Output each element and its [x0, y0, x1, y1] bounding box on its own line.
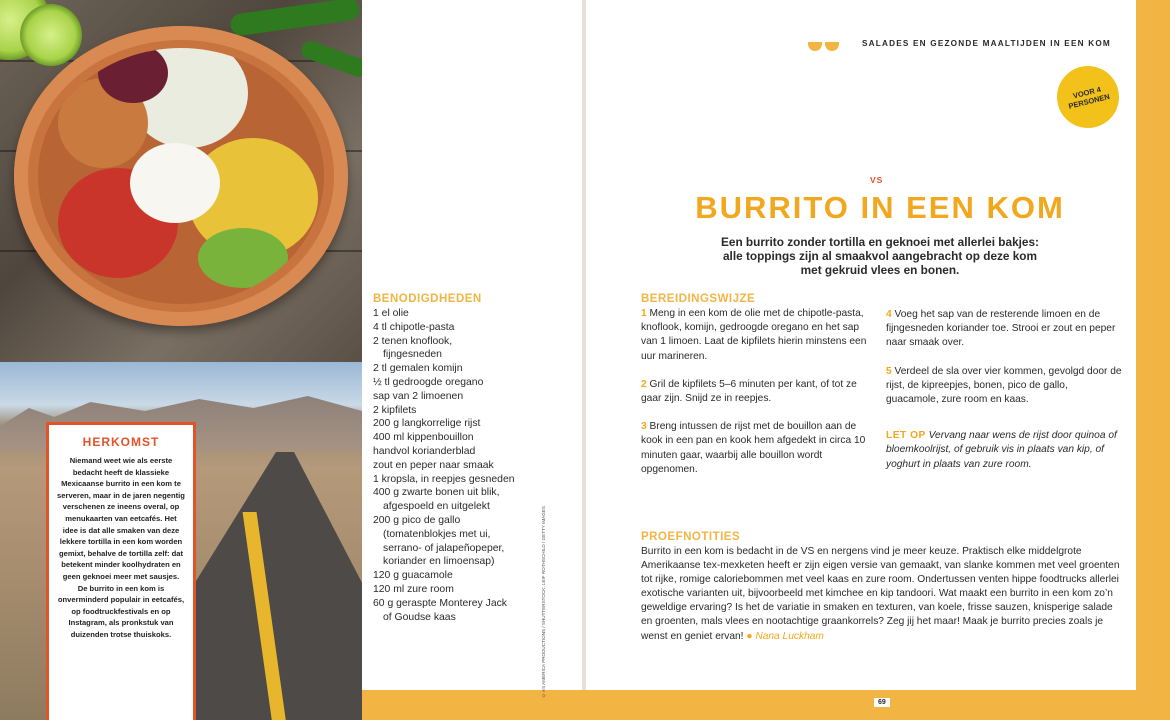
herkomst-title: HERKOMST [82, 435, 160, 449]
step-text: Breng intussen de rijst met de bouillon aan de kook in een pan en kook hem afgedekt in circa 10 minuten gaar, waarbij alle bouillon wordt opgenomen. [641, 421, 866, 475]
tip [886, 429, 1122, 472]
step-number: 1 [641, 308, 647, 319]
sour-cream [130, 143, 220, 223]
ingredient-item: (tomatenblokjes met ui, [383, 528, 491, 540]
method-column-right [886, 308, 1122, 486]
serves-badge: VOOR 4 PERSONEN [1050, 59, 1125, 134]
green-pepper [229, 0, 361, 37]
ingredient-item: 1 kropsla, in reepjes gesneden [373, 473, 515, 485]
photo-credit: © AS AMERICA PRODUCTIONS / SHUTTERSTOCK; LEIF ROTHSCHILD / GETTY IMAGES [541, 506, 546, 698]
ingredient-item: 1 el olie [373, 308, 409, 319]
step-number: 2 [641, 378, 647, 390]
section-header: SALADES EN GEZONDE MAALTIJDEN IN EEN KOM [862, 39, 1111, 48]
lettuce [198, 228, 288, 288]
ingredient-item: koriander en limoensap) [383, 556, 495, 568]
burrito-bowl-photo [0, 0, 362, 362]
ingredient-item: fijngesneden [383, 349, 442, 361]
method-column-left [641, 293, 874, 491]
step-text: Gril de kipfilets 5–6 minuten per kant, of tot ze gaar zijn. Snijd ze in reepjes. [641, 378, 857, 405]
ingredient-item: ½ tl gedroogde oregano [373, 376, 484, 388]
notes-author: Nana Luckham [755, 630, 824, 642]
header-decoration [808, 38, 842, 56]
author-bullet: ● [746, 630, 753, 642]
lime-slice [20, 4, 82, 66]
tasting-notes [641, 531, 1125, 644]
ingredient-item: 120 g guacamole [373, 570, 453, 582]
tip-label: LET OP [886, 430, 926, 442]
page-number: 69 [874, 698, 890, 707]
ingredient-item: of Goudse kaas [383, 611, 456, 623]
bowl-filling [38, 48, 324, 304]
green-pepper [299, 39, 362, 80]
notes-text-block [641, 545, 1125, 644]
ingredient-item: serrano- of jalapeñopeper, [383, 542, 505, 554]
step-text: Meng in een kom de olie met de chipotle-pasta, knoflook, komijn, gedroogde oregano en het sap van 1 limoen. Laat de kipfilets hierin minstens een uur marineren. [641, 308, 867, 362]
herkomst-text: Niemand weet wie als eerste bedacht heeft de klassieke Mexicaanse burrito in een kom te serveren, maar in de jaren negentig verschenen ze ineens overal, op menukaarten van eetcafés. Het idee is dat alle smaken van deze lekkere tortilla in een kom worden gemixt, behalve de tortilla zelf: dat betekent minder koolhydraten en geen geknoei meer met sausjes. De burrito in een kom is onverminderd populair in eetcafés, op foodtruckfestivals en op Instagram, als pronkstuk van duizenden trotse thuiskoks. [57, 456, 185, 639]
notes-title: PROEFNOTITIES [641, 531, 741, 543]
method-step [886, 308, 1122, 351]
ingredient-item: 200 g pico de gallo [373, 514, 461, 526]
bottom-strip [362, 690, 1136, 720]
ingredient-item: 2 tl gemalen komijn [373, 363, 463, 375]
method-step [641, 378, 874, 406]
step-number: 4 [886, 309, 892, 320]
ingredient-item: 4 tl chipotle-pasta [373, 321, 455, 333]
ingredient-item: 200 g langkorrelige rijst [373, 418, 481, 430]
ingredients-title: BENODIGDHEDEN [373, 293, 482, 305]
ingredient-item: 60 g geraspte Monterey Jack [373, 597, 507, 609]
ingredient-item: sap van 2 limoenen [373, 390, 464, 402]
ingredient-item: zout en peper naar smaak [373, 459, 494, 471]
ingredient-item: 400 g zwarte bonen uit blik, [373, 487, 500, 499]
notes-text: Burrito in een kom is bedacht in de VS en nergens vind je meer keuze. Praktisch elke middelgrote Amerikaanse tex-mexketen heeft er zijn eigen versie van gemaakt, van slanke kommen met veel groenten tot rijke, romige caloriebommen met veel kaas en zure room. Ondertussen venten hippe foodtrucks allerlei exotische varianten uit, bijvoorbeeld met kimchee en kip tandoori. Wat maakt een burrito in een kom zo’n geweldige ervaring? Is het de variatie in smaken en texturen, van koele, frisse sauzen, knisperige salade en groenten, mals vlees en nootachtige graankorrels? Zeg jij het maar! Maak je burrito precies zoals je wenst en geniet ervan! [641, 546, 1120, 642]
ingredient-item: afgespoeld en uitgelekt [383, 501, 490, 513]
recipe-title: BURRITO IN EEN KOM [695, 190, 1065, 225]
method-title: BEREIDINGSWIJZE [641, 293, 756, 305]
step-text: Voeg het sap van de resterende limoen en de fijngesneden koriander toe. Strooi er zout en peper naar smaak over. [886, 309, 1116, 349]
ingredient-item: 2 kipfilets [373, 404, 417, 416]
step-number: 3 [641, 421, 647, 433]
country-label: VS [870, 175, 884, 185]
ingredient-item: handvol korianderblad [373, 445, 476, 457]
ingredient-item: 120 ml zure room [373, 583, 454, 595]
step-text: Verdeel de sla over vier kommen, gevolgd door de rijst, de kipreepjes, bonen, pico de gallo, guacamole, zure room en kaas. [886, 365, 1122, 406]
tip-text: Vervang naar wens de rijst door quinoa of bloemkoolrijst, of gebruik vis in plaats van kip, of yoghurt in plaats van zure room. [886, 430, 1117, 470]
recipe-subtitle: Een burrito zonder tortilla en geknoei met allerlei bakjes: alle toppings zijn al smaakvol aangebracht op deze kom met gekruid vlees en bonen. [721, 235, 1039, 277]
method-step [641, 420, 874, 477]
herkomst-box [46, 422, 196, 720]
ingredient-item: 2 tenen knoflook, [373, 335, 453, 347]
method-step [886, 365, 1122, 408]
method-step [641, 307, 874, 364]
step-number: 5 [886, 365, 892, 377]
ingredient-item: 400 ml kippenbouillon [373, 432, 474, 444]
